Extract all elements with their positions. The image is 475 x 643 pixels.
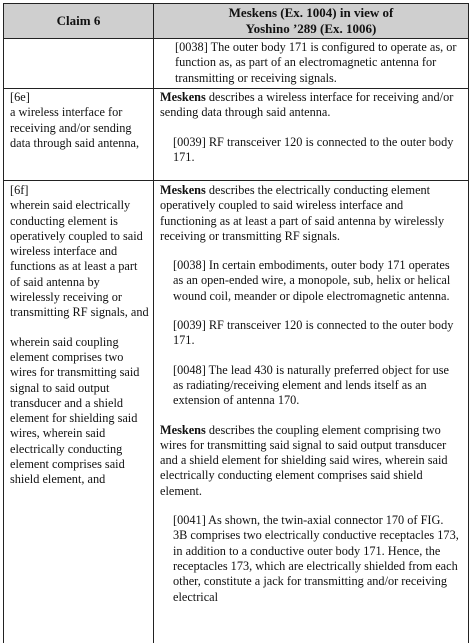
claim-6e-analysis bbox=[160, 90, 460, 165]
claim-6e-quote-0039: [0039] RF transceiver 120 is connected to the outer body 171. bbox=[173, 134, 454, 164]
prior-art-column-header bbox=[154, 5, 468, 39]
claim-6f-analysis-ref1: Meskens bbox=[160, 183, 206, 197]
claim-6e-label: [6e] bbox=[10, 90, 30, 104]
claim-column-header: Claim 6 bbox=[56, 13, 101, 29]
row-divider-6f bbox=[4, 180, 468, 181]
claim-6f-cell bbox=[10, 183, 150, 488]
claim-6e-cell bbox=[10, 90, 150, 151]
row-divider-6e bbox=[4, 88, 468, 89]
claim-6e-text: a wireless interface for receiving and/or sending data through said antenna, bbox=[10, 105, 140, 150]
claim-6f-text-part2: wherein said coupling element comprises two wires for transmitting said signal to said output transducer and a shield element for shielding said wires, wherein said electrically conducting element comprises said shield element, and bbox=[10, 334, 140, 487]
claim-chart-table bbox=[3, 3, 469, 643]
claim-6f-analysis bbox=[160, 183, 460, 605]
claim-6f-quote-0041: [0041] As shown, the twin-axial connector 170 of FIG. 3B comprises two electrically conductive receptacles 173, in addition to a conductive outer body 171. Hence, the receptacles 173, which are electrically shielded from each other, constitute a jack for transmitting and/or receiving electrical bbox=[173, 513, 459, 604]
column-divider bbox=[153, 4, 154, 643]
prior-art-header-line1: Meskens (Ex. 1004) in view of bbox=[228, 5, 394, 20]
claim-6f-analysis-para1 bbox=[160, 183, 460, 244]
claim-6f-text-part1: wherein said electrically conducting element is operatively coupled to said wireless interface and functions as at least a part of said antenna by wirelessly receiving or transmitting RF signals, and bbox=[10, 198, 149, 320]
claim-6e-analysis-para1-text: describes a wireless interface for receiving and/or sending data through said antenna. bbox=[160, 90, 454, 120]
prior-art-header-line2: Yoshino ’289 (Ex. 1006) bbox=[245, 20, 377, 36]
claim-6f-quote-0048: [0048] The lead 430 is naturally preferred object for use as radiating/receiving element and lends itself as an extension of antenna 170. bbox=[173, 362, 450, 408]
claim-6f-label: [6f] bbox=[10, 183, 29, 197]
claim-6f-quote-0039: [0039] RF transceiver 120 is connected to the outer body 171. bbox=[173, 318, 454, 348]
continuation-quote: [0038] The outer body 171 is configured to operate as, or function as, as part of an electromagnetic antenna for transmitting or receiving signals. bbox=[175, 40, 457, 85]
claim-6f-analysis-ref2: Meskens bbox=[160, 422, 206, 437]
claim-6e-analysis-para1 bbox=[160, 90, 460, 121]
claim-6f-quote-0038: [0038] In certain embodiments, outer body 171 operates as an open-ended wire, a monopole, sub, helix or helical wound coil, meander or dipole electromagnetic antenna. bbox=[173, 258, 451, 303]
claim-6e-analysis-ref: Meskens bbox=[160, 90, 206, 104]
claim-6f-analysis-para5-text: describes the coupling element comprising two wires for transmitting said signal to said output transducer and a shield element for shielding said wires, wherein said electrically conducting element comprises said shield element. bbox=[160, 422, 448, 498]
claim-6f-analysis-para1-text: describes the electrically conducting element operatively coupled to said wireless interface and functioning as at least a part of said antenna by wirelessly receiving or transmitting RF signals. bbox=[160, 183, 445, 243]
claim-6f-analysis-para5 bbox=[160, 423, 460, 499]
